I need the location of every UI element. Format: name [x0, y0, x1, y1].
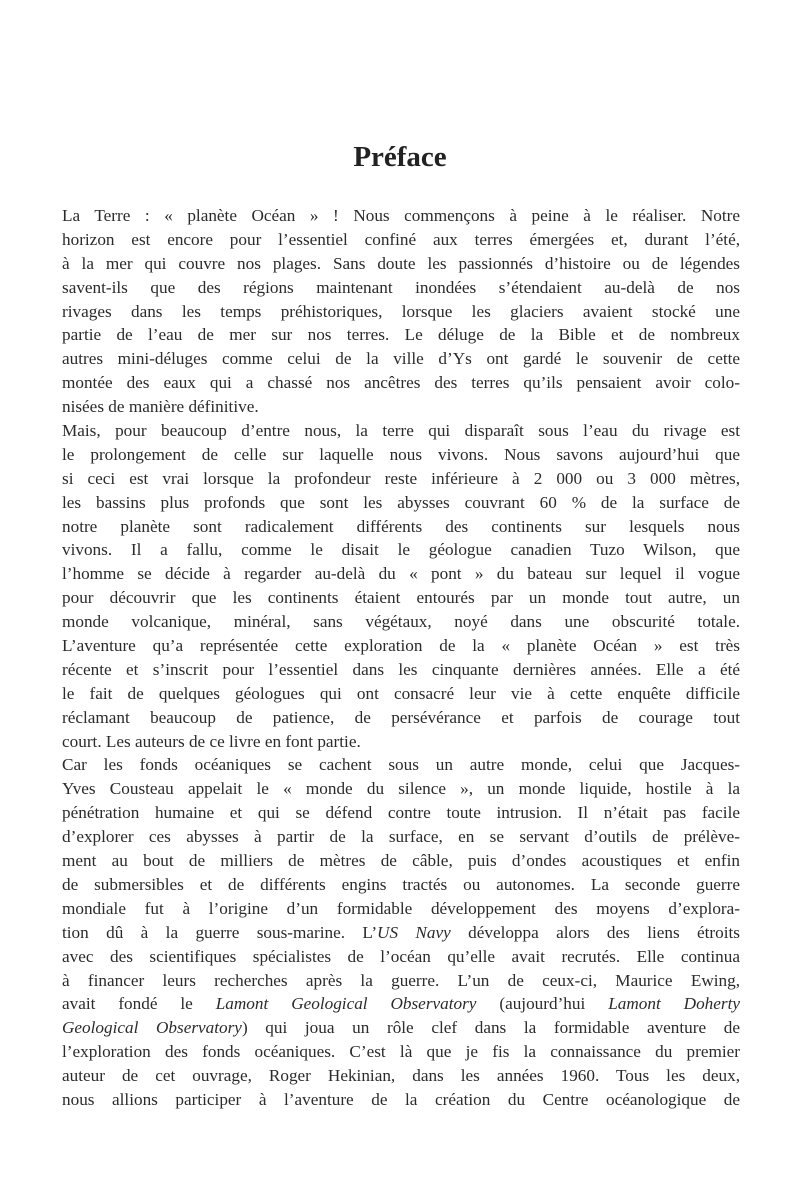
- text-line: les bassins plus profonds que sont les abysses couvrant 60 % de la surface de: [62, 492, 740, 512]
- text-line: auteur de cet ouvrage, Roger Hekinian, dans les années 1960. Tous les deux,: [62, 1066, 740, 1086]
- text-line: Mais, pour beaucoup d’entre nous, la terre qui disparaît sous l’eau du rivage est: [62, 421, 740, 441]
- paragraph: [62, 204, 740, 419]
- text-line: réclamant beaucoup de patience, de persévérance et parfois de courage tout: [62, 707, 740, 727]
- paragraph: [62, 753, 740, 1111]
- text-line: partie de l’eau de mer sur nos terres. Le déluge de la Bible et de nombreux: [62, 325, 740, 345]
- text-line: autres mini-déluges comme celui de la ville d’Ys ont gardé le souvenir de cette: [62, 349, 740, 369]
- text-line: Yves Cousteau appelait le « monde du silence », un monde liquide, hostile à la: [62, 779, 740, 799]
- text-line: savent-ils que des régions maintenant inondées s’étendaient au-delà de nos: [62, 277, 740, 297]
- text-line: Car les fonds océaniques se cachent sous un autre monde, celui que Jacques-: [62, 755, 740, 775]
- text-line: La Terre : « planète Océan » ! Nous commençons à peine à le réaliser. Notre: [62, 206, 740, 225]
- italic-text: Lamont Geological Observatory: [215, 994, 477, 1014]
- text-line: monde volcanique, minéral, sans végétaux, noyé dans une obscurité totale.: [62, 612, 740, 632]
- text-line: récente et s’inscrit pour l’essentiel dans les cinquante dernières années. Elle a été: [62, 659, 740, 679]
- text-line: d’explorer ces abysses à partir de la surface, en se servant d’outils de prélève-: [62, 827, 740, 847]
- text-line: L’aventure qu’a représentée cette exploration de la « planète Océan » est très: [62, 636, 740, 656]
- text-line: horizon est encore pour l’essentiel confiné aux terres émergées et, durant l’été,: [62, 229, 740, 249]
- text-line: à financer leurs recherches après la guerre. L’un de ceux-ci, Maurice Ewing,: [62, 970, 740, 990]
- italic-text: US Navy: [377, 922, 451, 942]
- text-line: notre planète sont radicalement différents des continents sur lesquels nous: [62, 516, 740, 536]
- text-line: court. Les auteurs de ce livre en font partie.: [62, 731, 361, 751]
- paragraph: [62, 419, 740, 753]
- text-line: Geological Observatory) qui joua un rôle clef dans la formidable aventure de: [62, 1018, 740, 1038]
- text-line: à la mer qui couvre nos plages. Sans doute les passionnés d’histoire ou de légendes: [62, 253, 740, 273]
- text-line: nisées de manière définitive.: [62, 397, 259, 417]
- text-line: l’exploration des fonds océaniques. C’est là que je fis la connaissance du premier: [62, 1042, 740, 1062]
- text-line: vivons. Il a fallu, comme le disait le géologue canadien Tuzo Wilson, que: [62, 540, 740, 560]
- page-title: Préface: [353, 141, 447, 174]
- text-line: rivages dans les temps préhistoriques, lorsque les glaciers avaient stocké une: [62, 301, 740, 321]
- text-line: pour découvrir que les continents étaient entourés par un monde tout autre, un: [62, 588, 740, 608]
- text-line: le fait de quelques géologues qui ont consacré leur vie à cette enquête difficile: [62, 683, 740, 703]
- text-line: tion dû à la guerre sous-marine. L’US Navy développa alors des liens étroits: [62, 922, 740, 942]
- text-line: nous allions participer à l’aventure de la création du Centre océanologique de: [62, 1089, 740, 1109]
- text-line: pénétration humaine et qui se défend contre toute intrusion. Il n’était pas facile: [62, 803, 740, 823]
- text-line: ment au bout de milliers de mètres de câble, puis d’ondes acoustiques et enfin: [62, 851, 740, 871]
- text-line: l’homme se décide à regarder au-delà du « pont » du bateau sur lequel il vogue: [62, 564, 740, 584]
- text-line: montée des eaux qui a chassé nos ancêtres des terres qu’ils pensaient avoir colo-: [62, 373, 740, 393]
- text-line: mondiale fut à l’origine d’un formidable développement des moyens d’explora-: [62, 898, 740, 918]
- text-line: le prolongement de celle sur laquelle nous vivons. Nous savons aujourd’hui que: [62, 444, 740, 464]
- body-text: [62, 204, 740, 1112]
- italic-text: Geological Observatory: [62, 1018, 242, 1038]
- text-line: avec des scientifiques spécialistes de l’océan qu’elle avait recrutés. Elle continua: [62, 946, 740, 966]
- text-line: si ceci est vrai lorsque la profondeur reste inférieure à 2 000 ou 3 000 mètres,: [62, 468, 740, 488]
- text-line: avait fondé le Lamont Geological Observatory (aujourd’hui Lamont Doherty: [62, 994, 740, 1014]
- italic-text: Lamont Doherty: [608, 994, 740, 1014]
- text-line: de submersibles et de différents engins tractés ou autonomes. La seconde guerre: [62, 874, 740, 894]
